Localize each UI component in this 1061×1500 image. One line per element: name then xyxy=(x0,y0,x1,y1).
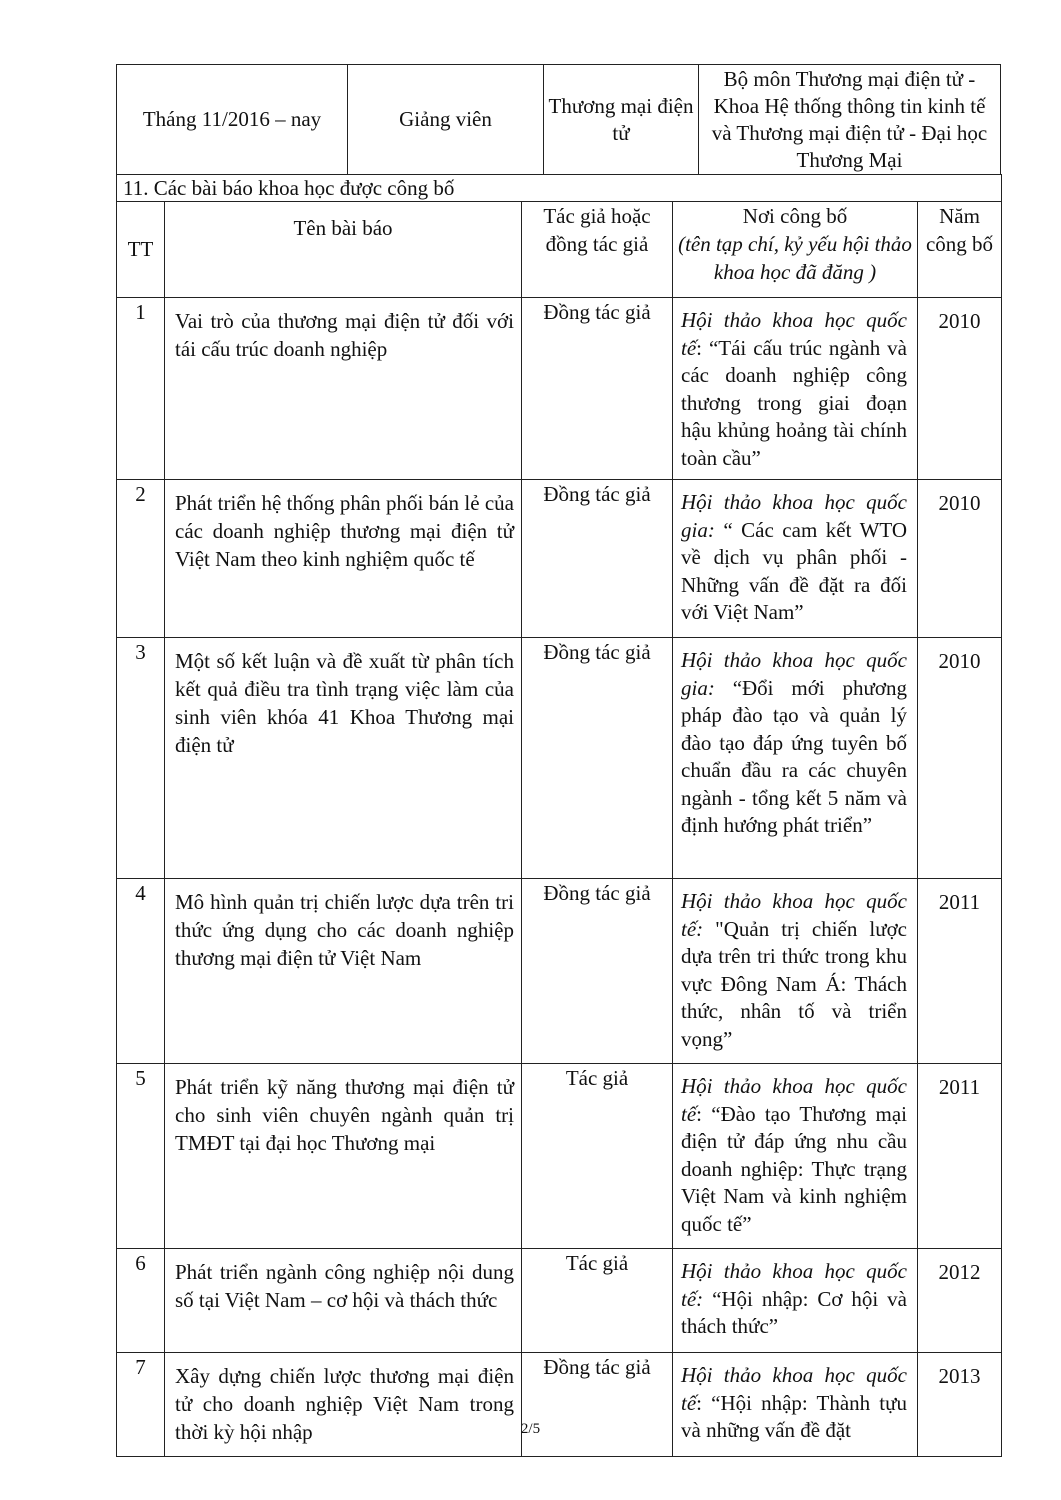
work-organization: Bộ môn Thương mại điện tử - Khoa Hệ thống thông tin kinh tế và Thương mại điện tử - Đại học Thương Mại xyxy=(699,65,1001,175)
page-number: 2/5 xyxy=(520,1421,541,1437)
paper-tt: 6 xyxy=(117,1249,165,1353)
papers-table xyxy=(116,174,1002,1457)
paper-author: Tác giả xyxy=(522,1064,673,1249)
table-row xyxy=(117,879,1002,1064)
work-position: Giảng viên xyxy=(348,65,544,175)
venue-rest: : “Tái cấu trúc ngành và các doanh nghiệp công thương trong giai đoạn hậu khủng hoảng tài chính toàn cầu” xyxy=(681,335,907,470)
table-header-row xyxy=(117,202,1002,298)
paper-tt: 5 xyxy=(117,1064,165,1249)
work-history-table xyxy=(116,64,1001,175)
paper-name: Mô hình quản trị chiến lược dựa trên tri thức ứng dụng cho các doanh nghiệp thương mại điện tử Việt Nam xyxy=(165,879,522,1064)
header-venue xyxy=(673,202,918,298)
paper-name: Vai trò của thương mại điện tử đối với tái cấu trúc doanh nghiệp xyxy=(165,298,522,480)
paper-venue xyxy=(673,1064,918,1249)
section-row xyxy=(117,175,1002,202)
paper-name: Xây dựng chiến lược thương mại điện tử cho doanh nghiệp Việt Nam trong thời kỳ hội nhập xyxy=(165,1353,522,1457)
paper-tt: 7 xyxy=(117,1353,165,1457)
venue-rest: “ Các cam kết WTO về dịch vụ phân phối - Những vấn đề đặt ra đối với Việt Nam” xyxy=(681,517,907,624)
paper-author: Đồng tác giả xyxy=(522,879,673,1064)
document-page xyxy=(116,64,1001,1457)
venue-prefix: Hội thảo khoa học quốc tế xyxy=(681,1363,907,1415)
header-venue-main: Nơi công bố xyxy=(742,204,848,228)
paper-year: 2011 xyxy=(918,1064,1002,1249)
paper-author: Tác giả xyxy=(522,1249,673,1353)
table-row xyxy=(117,638,1002,879)
venue-prefix: Hội thảo khoa học quốc tế xyxy=(681,308,907,360)
venue-prefix: Hội thảo khoa học quốc gia: xyxy=(681,648,907,700)
table-row xyxy=(117,480,1002,638)
table-row xyxy=(117,1353,1002,1457)
work-history-row xyxy=(117,65,1001,175)
work-field: Thương mại điện tử xyxy=(544,65,699,175)
paper-author: Đồng tác giả xyxy=(522,298,673,480)
header-tt: TT xyxy=(117,202,165,298)
paper-tt: 1 xyxy=(117,298,165,480)
paper-venue xyxy=(673,1249,918,1353)
paper-author: Đồng tác giả xyxy=(522,1353,673,1457)
venue-rest: “Đổi mới phương pháp đào tạo và quản lý đào tạo đáp ứng tuyên bố chuẩn đầu ra các chuyên ngành - tổng kết 5 năm và định hướng phát triển” xyxy=(681,675,907,837)
paper-year: 2013 xyxy=(918,1353,1002,1457)
paper-tt: 3 xyxy=(117,638,165,879)
header-name: Tên bài báo xyxy=(165,202,522,298)
table-row xyxy=(117,1064,1002,1249)
paper-venue xyxy=(673,638,918,879)
venue-prefix: Hội thảo khoa học quốc tế: xyxy=(681,889,907,941)
paper-tt: 4 xyxy=(117,879,165,1064)
paper-author: Đồng tác giả xyxy=(522,480,673,638)
venue-rest: : “Hội nhập: Thành tựu và những vấn đề đặt xyxy=(681,1390,907,1442)
venue-rest: : “Đào tạo Thương mại điện tử đáp ứng nhu cầu doanh nghiệp: Thực trạng Việt Nam và kinh nghiệm quốc tế” xyxy=(681,1101,907,1236)
paper-year: 2010 xyxy=(918,638,1002,879)
paper-author: Đồng tác giả xyxy=(522,638,673,879)
venue-prefix: Hội thảo khoa học quốc gia: xyxy=(681,490,907,542)
paper-year: 2012 xyxy=(918,1249,1002,1353)
venue-rest: “Hội nhập: Cơ hội và thách thức” xyxy=(681,1286,907,1338)
venue-prefix: Hội thảo khoa học quốc tế: xyxy=(681,1259,907,1311)
paper-year: 2010 xyxy=(918,298,1002,480)
paper-name: Phát triển ngành công nghiệp nội dung số tại Việt Nam – cơ hội và thách thức xyxy=(165,1249,522,1353)
paper-year: 2010 xyxy=(918,480,1002,638)
table-row xyxy=(117,1249,1002,1353)
section-title: 11. Các bài báo khoa học được công bố xyxy=(117,175,1002,202)
table-row xyxy=(117,298,1002,480)
work-period: Tháng 11/2016 – nay xyxy=(117,65,348,175)
paper-name: Phát triển kỹ năng thương mại điện tử cho sinh viên chuyên ngành quản trị TMĐT tại đại học Thương mại xyxy=(165,1064,522,1249)
paper-name: Một số kết luận và đề xuất từ phân tích kết quả điều tra tình trạng việc làm của sinh viên khóa 41 Khoa Thương mại điện tử xyxy=(165,638,522,879)
paper-venue xyxy=(673,298,918,480)
header-author: Tác giả hoặc đồng tác giả xyxy=(522,202,673,298)
paper-venue xyxy=(673,879,918,1064)
paper-venue xyxy=(673,1353,918,1457)
header-year: Năm công bố xyxy=(918,202,1002,298)
venue-prefix: Hội thảo khoa học quốc tế xyxy=(681,1074,907,1126)
paper-venue xyxy=(673,480,918,638)
paper-name: Phát triển hệ thống phân phối bán lẻ của các doanh nghiệp thương mại điện tử Việt Nam theo kinh nghiệm quốc tế xyxy=(165,480,522,638)
paper-tt: 2 xyxy=(117,480,165,638)
header-venue-note: (tên tạp chí, kỷ yếu hội thảo khoa học đã đăng ) xyxy=(678,232,912,284)
paper-year: 2011 xyxy=(918,879,1002,1064)
venue-rest: "Quản trị chiến lược dựa trên tri thức trong khu vực Đông Nam Á: Thách thức, nhân tố và triển vọng” xyxy=(681,916,907,1051)
